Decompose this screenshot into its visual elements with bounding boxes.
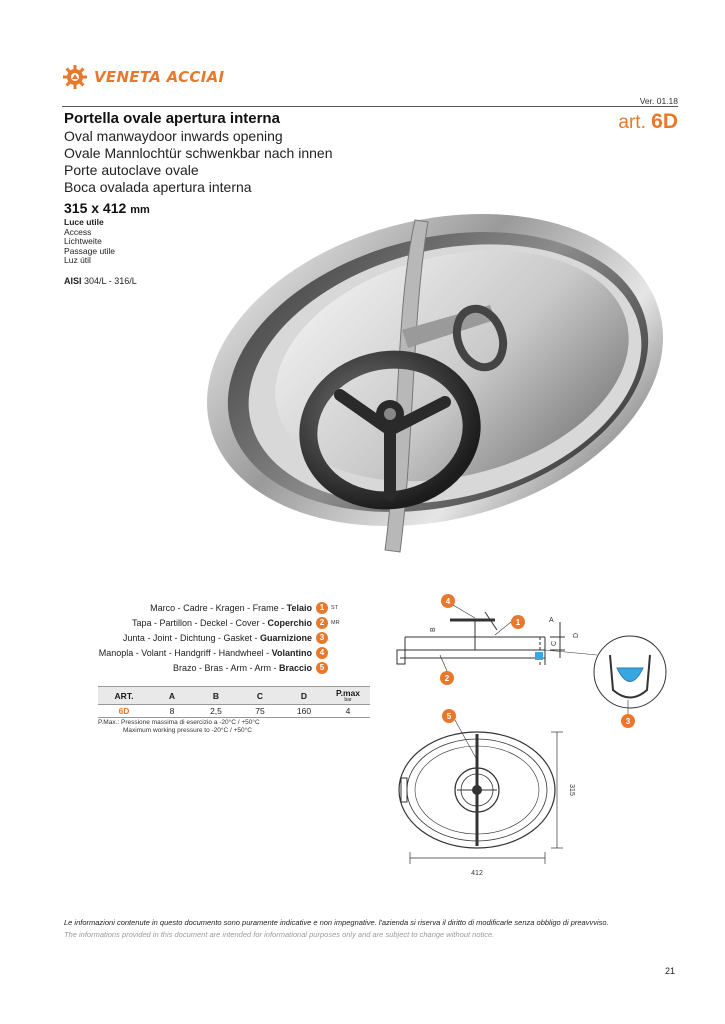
access-labels xyxy=(64,218,115,266)
spec-table xyxy=(98,686,370,718)
table-row xyxy=(98,705,370,718)
product-title-fr: Porte autoclave ovale xyxy=(64,162,199,178)
gear-logo-icon xyxy=(62,64,88,90)
dim-label-d: D xyxy=(573,632,580,638)
pmax-notes xyxy=(98,719,260,735)
access-label-de: Lichtweite xyxy=(64,236,102,246)
technical-drawing xyxy=(385,590,675,890)
col-header-b: B xyxy=(194,687,238,705)
legend-suffix: ST xyxy=(331,604,339,611)
callout-badge: 4 xyxy=(316,647,328,659)
col-header-pmax xyxy=(326,687,370,705)
callout-badge: 1 xyxy=(316,602,328,614)
disclaimer xyxy=(64,917,609,941)
legend-text: Brazo - Bras - Arm - Arm - xyxy=(172,662,279,673)
legend-text: Junta - Joint - Dichtung - Gasket - xyxy=(122,632,260,643)
dim-height: 315 xyxy=(568,784,575,796)
col-header-a: A xyxy=(150,687,194,705)
access-label-fr: Passage utile xyxy=(64,245,116,256)
dim-label-b: B xyxy=(430,627,437,632)
access-label-en: Access xyxy=(64,226,92,237)
callout-badge: 5 xyxy=(316,662,328,674)
cell-art: 6D xyxy=(98,705,150,718)
product-title-es: Boca ovalada apertura interna xyxy=(64,179,252,195)
access-label-it: Luce utile xyxy=(64,217,104,227)
brand-logo xyxy=(62,64,224,90)
material-value: 304/L - 316/L xyxy=(84,276,137,286)
legend-item xyxy=(40,660,350,675)
product-title-en: Oval manwaydoor inwards opening xyxy=(64,128,283,144)
col-header-c: C xyxy=(238,687,282,705)
disclaimer-en: The informations provided in this document are intended for informational purposes only and are subject to change without notice. xyxy=(64,930,495,939)
parts-legend xyxy=(40,600,350,675)
legend-part-name: Telaio xyxy=(286,602,312,613)
header-divider xyxy=(62,106,678,107)
callout-badge: 2 xyxy=(316,617,328,629)
legend-text: Marco - Cadre - Kragen - Frame - xyxy=(150,602,287,613)
disclaimer-it: Le informazioni contenute in questo documento sono puramente indicative e non impegnative. l'azienda si riserva il diritto di modificarle senza obbligo di preavvviso. xyxy=(64,918,609,927)
pmax-unit: bar xyxy=(344,697,352,703)
callout-4: 4 xyxy=(445,597,451,606)
article-prefix: art. xyxy=(618,112,646,133)
size-unit: mm xyxy=(130,204,150,216)
product-titles xyxy=(64,110,333,196)
cell-pmax: 4 xyxy=(326,705,370,718)
callout-5: 5 xyxy=(446,712,452,721)
dim-label-c: C xyxy=(551,640,558,646)
legend-item xyxy=(40,645,350,660)
pmax-label: P.max xyxy=(336,688,360,698)
pmax-note-it: P.Max.: Pressione massima di esercizio a -20°C / +50°C xyxy=(98,719,260,726)
legend-text: Tapa - Partillon - Deckel - Cover - xyxy=(131,617,268,628)
callout-3: 3 xyxy=(625,717,631,726)
dim-label-a: A xyxy=(549,617,554,624)
product-photo xyxy=(190,190,670,570)
cell-b: 2,5 xyxy=(194,705,238,718)
page-number: 21 xyxy=(664,966,675,976)
size-value: 315 x 412 xyxy=(64,200,127,216)
brand-name: VENETA ACCIAI xyxy=(94,68,225,86)
pmax-note-en: Maximum working pressure to -20°C / +50°C xyxy=(123,727,252,734)
product-title: Portella ovale apertura interna xyxy=(64,110,280,127)
legend-part-name: Guarnizione xyxy=(259,632,312,643)
version-label: Ver. 01.18 xyxy=(639,96,678,106)
col-header-d: D xyxy=(282,687,326,705)
legend-part-name: Volantino xyxy=(271,647,312,658)
callout-1: 1 xyxy=(515,618,521,627)
material-label: AISI xyxy=(64,276,82,286)
legend-part-name: Coperchio xyxy=(267,617,312,628)
access-label-es: Luz útil xyxy=(64,255,91,265)
cell-a: 8 xyxy=(150,705,194,718)
table-header-row xyxy=(98,687,370,705)
cell-c: 75 xyxy=(238,705,282,718)
article-number: 6D xyxy=(651,110,678,133)
legend-part-name: Braccio xyxy=(278,662,312,673)
material-spec xyxy=(64,276,137,286)
legend-item xyxy=(40,600,350,615)
col-header-art: ART. xyxy=(98,687,150,705)
legend-item xyxy=(40,630,350,645)
callout-2: 2 xyxy=(444,674,450,683)
cell-d: 160 xyxy=(282,705,326,718)
dim-width: 412 xyxy=(471,870,483,877)
callout-badge: 3 xyxy=(316,632,328,644)
article-code xyxy=(618,110,678,134)
legend-suffix: MR xyxy=(331,619,340,626)
size-spec xyxy=(64,200,150,216)
legend-text: Manopla - Volant - Handgriff - Handwheel - xyxy=(98,647,272,658)
legend-item xyxy=(40,615,350,630)
product-title-de: Ovale Mannlochtür schwenkbar nach innen xyxy=(64,145,333,161)
